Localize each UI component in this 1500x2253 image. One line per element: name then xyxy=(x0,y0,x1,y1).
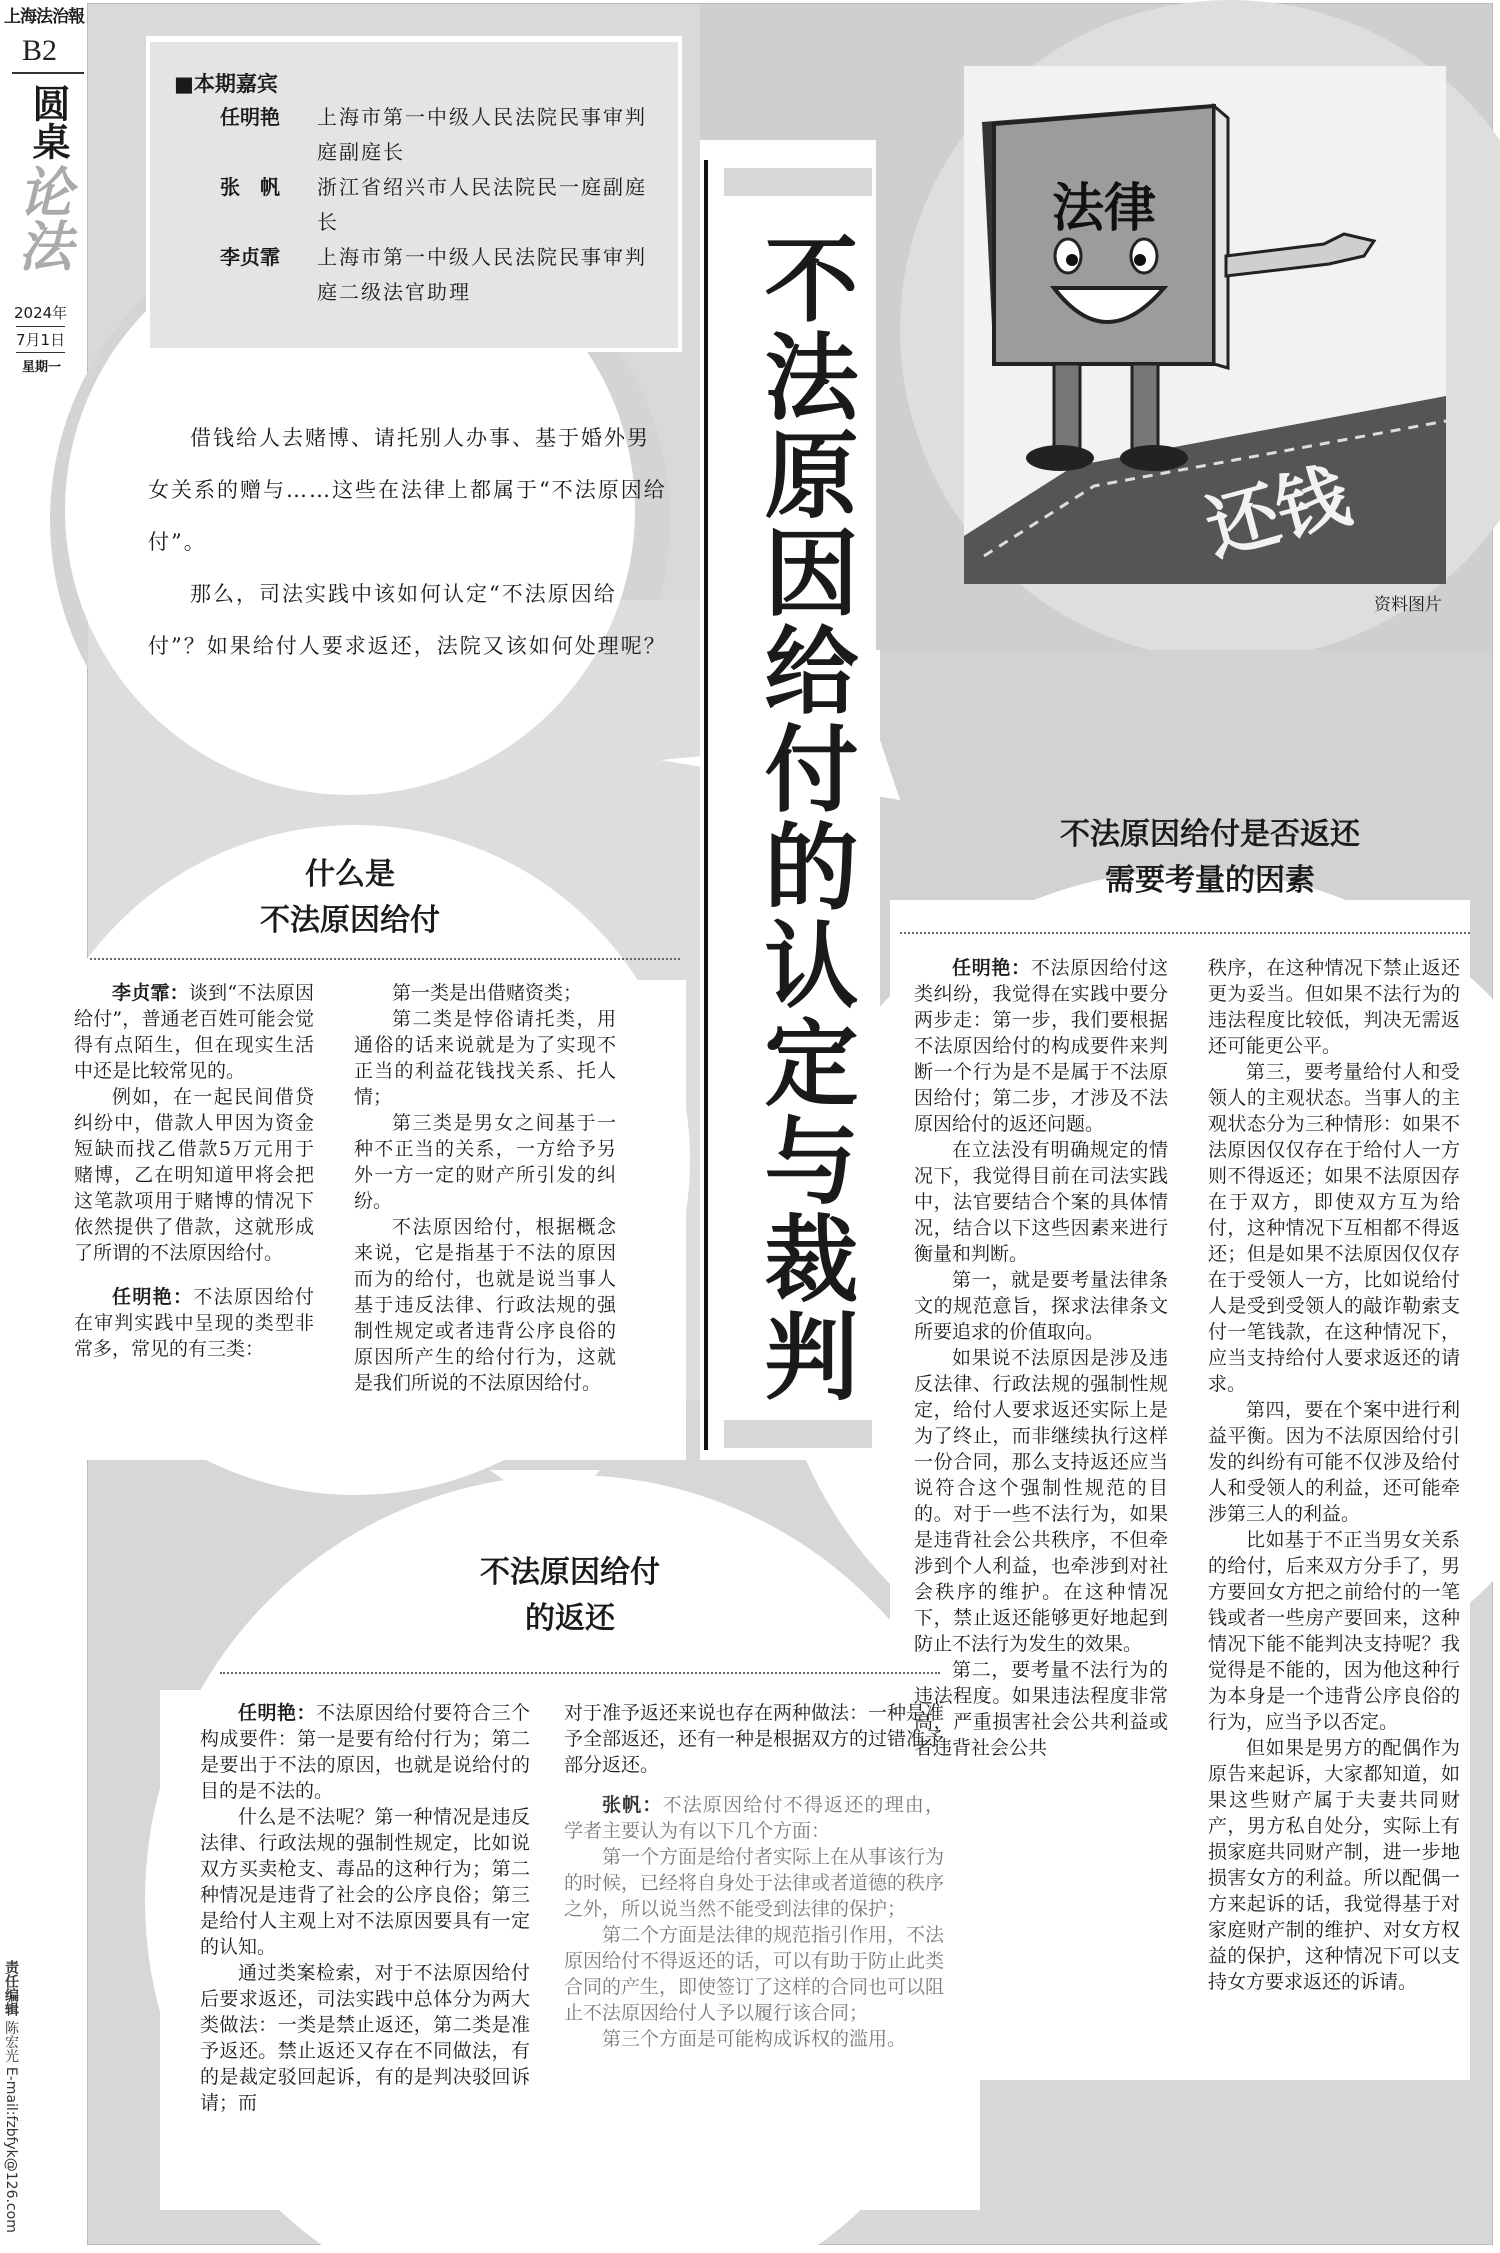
date-year: 2024年 xyxy=(14,304,68,322)
paragraph: 第二个方面是法律的规范指引作用，不法原因给付不得返还的话，可以有助于防止此类合同的产生，即使签订了这样的合同也可以阻止不法原因给付人予以履行该合同； xyxy=(564,1924,945,2024)
editor-label: 责任编辑 xyxy=(3,1960,19,2016)
paragraph-text: 不法原因给付不得返还的理由，学者主要认为有以下几个方面： xyxy=(564,1794,944,1842)
section1-col2 xyxy=(354,980,616,1396)
paragraph: 第二类是悖俗请托类，用通俗的话来说就是为了实现不正当的利益花钱找关系、托人情； xyxy=(354,1008,616,1108)
editor-name: 陈宏光 xyxy=(3,2020,19,2063)
paragraph xyxy=(200,1700,530,1804)
section3-divider xyxy=(900,932,1470,934)
paragraph xyxy=(74,1284,314,1362)
speaker: 任明艳： xyxy=(112,1286,194,1308)
title-bar-bottom xyxy=(724,1420,872,1448)
paragraph: 第三个方面是可能构成诉权的滥用。 xyxy=(602,2028,907,2050)
section3-title-line2: 需要考量的因素 xyxy=(1105,863,1315,898)
masthead-divider xyxy=(12,72,84,74)
section2-heading xyxy=(400,1550,740,1642)
road-label: 还钱 xyxy=(1197,452,1358,572)
guest-name: 任明艳 xyxy=(220,105,280,129)
intro-paragraph: 借钱给人去赌博、请托别人办事、基于婚外男女关系的赠与……这些在法律上都属于“不法原因给付”。 xyxy=(148,426,667,554)
paragraph: 第二，要考量不法行为的违法程度。如果违法程度非常高，严重损害社会公共利益或者违背社会公共 xyxy=(914,1659,1168,1759)
guest-heading: ■本期嘉宾 xyxy=(174,72,278,96)
paragraph: 在立法没有明确规定的情况下，我觉得目前在司法实践中，法官要结合个案的具体情况，结合以下这些因素来进行衡量和判断。 xyxy=(914,1139,1168,1265)
paragraph: 如果说不法原因是涉及违反法律、行政法规的强制性规定，给付人要求返还实际上是为了终止，而非继续执行这样一份合同，那么支持返还应当说符合这个强制性规范的目的。对于一些不法行为，如果是违背社会公共秩序，不但牵涉到个人利益，也牵涉到对社会秩序的维护。在这种情况下，禁止返还能够更好地起到防止不法行为发生的效果。 xyxy=(914,1347,1168,1655)
paragraph: 第一，就是要考量法律条文的规范意旨，探求法律条文所要追求的价值取向。 xyxy=(914,1269,1168,1343)
paragraph: 第三类是男女之间基于一种不正当的关系，一方给予另外一方一定的财产所引发的纠纷。 xyxy=(354,1112,616,1212)
section2-col2 xyxy=(564,1700,944,2052)
paragraph: 什么是不法呢？第一种情况是违反法律、行政法规的强制性规定，比如说双方买卖枪支、毒品的这种行为；第二种情况是违背了社会的公序良俗；第三是给付人主观上对不法原因要具有一定的认知。 xyxy=(200,1806,530,1958)
section1-heading xyxy=(180,852,520,944)
paragraph: 不法原因给付，根据概念来说，它是指基于不法的原因而为的给付，也就是说当事人基于违反法律、行政法规的强制性规定或者违背公序良俗的原因所产生的给付行为，这就是我们所说的不法原因给付。 xyxy=(354,1216,616,1394)
editor-credit xyxy=(2,1960,20,2233)
paragraph xyxy=(74,1084,314,1266)
illustration xyxy=(964,66,1446,584)
section2-col1 xyxy=(200,1700,530,2116)
column-name-2: 论法 xyxy=(10,164,74,272)
paragraph xyxy=(564,1792,944,1844)
paragraph: 第三，要考量给付人和受领人的主观状态。当事人的主观状态分为三种情形：如果不法原因仅仅存在于给付人一方则不得返还；如果不法原因存在于双方，即使双方互为给付，这种情况下互相都不得返还；但是如果不法原因仅仅存在于受领人一方，比如说给付人是受到受领人的敲诈勒索支付一笔钱款，在这种情况下，应当支持给付人要求返还的请求。 xyxy=(1208,1061,1460,1395)
section3-title-line1: 不法原因给付是否返还 xyxy=(1060,817,1360,852)
guest-title-text: 浙江省绍兴市人民法院民一庭副庭长 xyxy=(317,175,647,234)
paragraph: 第四，要在个案中进行利益平衡。因为不法原因给付引发的纠纷有可能不仅涉及给付人和受领人的利益，还可能牵涉第三人的利益。 xyxy=(1208,1399,1460,1525)
paper-name: 上海法治報 xyxy=(4,7,84,27)
title-column xyxy=(704,160,874,1450)
section3-col2 xyxy=(1208,955,1460,1995)
editor-email: E-mail:fzbfyk@126.com xyxy=(3,2066,19,2233)
paragraph xyxy=(914,955,1168,1137)
paragraph-text: 谈到“不法原因给付”，普通老百姓可能会觉得有点陌生，但在现实生活中还是比较常见的。 xyxy=(74,982,314,1082)
book-pages xyxy=(1214,106,1228,368)
paragraph: 第一类是出借赌资类； xyxy=(392,982,583,1004)
guest-name: 李贞霏 xyxy=(220,245,280,269)
guest-box xyxy=(150,42,678,348)
speaker: 任明艳： xyxy=(238,1702,316,1724)
section1-title-line2: 不法原因给付 xyxy=(260,903,440,938)
paragraph: 通过类案检索，对于不法原因给付后要求返还，司法实践中总体分为两大类做法：一类是禁止返还，第二类是准予返还。禁止返还又存在不同做法，有的是裁定驳回起诉，有的是判决驳回诉请；而 xyxy=(200,1962,530,2114)
speaker: 张帆： xyxy=(602,1794,663,1816)
section1-col1 xyxy=(74,980,314,1362)
paragraph-text: 不法原因给付要符合三个构成要件：第一是要有给付行为；第二是要出于不法的原因，也就是说给付的目的是不法的。 xyxy=(200,1702,530,1802)
date-month-day: 7月1日 xyxy=(16,326,65,353)
paragraph-text: 不法原因给付在审判实践中呈现的类型非常多，常见的有三类： xyxy=(74,1286,314,1360)
section2-title-line2: 的返还 xyxy=(525,1601,615,1636)
guest-title-text: 上海市第一中级人民法院民事审判庭副庭长 xyxy=(317,105,647,164)
intro-paragraph: 那么，司法实践中该如何认定“不法原因给付”？如果给付人要求返还，法院又该如何处理呢？ xyxy=(148,582,667,658)
illustration-svg xyxy=(964,66,1446,584)
page-number: B2 xyxy=(22,34,58,67)
section1-title-line1: 什么是 xyxy=(305,857,395,892)
paragraph xyxy=(74,980,314,1084)
paragraph: 但如果是男方的配偶作为原告来起诉，大家都知道，如果这些财产属于夫妻共同财产，男方私自处分，实际上有损家庭共同财产制，进一步地损害女方的利益。所以配偶一方来起诉的话，我觉得基于对家庭财产制的维护、对女方权益的保护，这种情况下可以支持女方要求返还的诉请。 xyxy=(1208,1737,1460,1993)
paragraph: 对于准予返还来说也存在两种做法：一种是准予全部返还，还有一种是根据双方的过错准予部分返还。 xyxy=(564,1702,945,1776)
section3-col1 xyxy=(914,955,1168,1761)
guest-name: 张 帆 xyxy=(220,175,280,199)
paragraph: 比如基于不正当男女关系的给付，后来双方分手了，男方要回女方把之前给付的一笔钱或者一些房产要回来，这种情况下能不能判决支持呢？我觉得是不能的，因为他这种行为本身是一个违背公序良俗的行为，应当予以否定。 xyxy=(1208,1529,1460,1733)
image-caption: 资料图片 xyxy=(1374,595,1442,615)
speaker: 任明艳： xyxy=(952,957,1031,979)
date-weekday: 星期一 xyxy=(22,360,62,375)
speaker: 李贞霏： xyxy=(112,982,189,1004)
section2-title-line1: 不法原因给付 xyxy=(480,1555,660,1590)
main-title: 不法原因给付的认定与裁判 xyxy=(748,230,858,1406)
paragraph: 秩序，在这种情况下禁止返还更为妥当。但如果不法行为的违法程度比较低，判决无需返还可能更公平。 xyxy=(1208,957,1460,1057)
column-name-1: 圆桌 xyxy=(26,84,71,160)
paragraph: 第一个方面是给付者实际上在从事该行为的时候，已经将自身处于法律或者道德的秩序之外，所以说当然不能受到法律的保护； xyxy=(564,1846,945,1920)
guest-title-text: 上海市第一中级人民法院民事审判庭二级法官助理 xyxy=(317,245,647,304)
section1-divider xyxy=(90,958,680,960)
paragraph-text: 例如，在一起民间借贷纠纷中，借款人甲因为资金短缺而找乙借款5万元用于赌博，乙在明知道甲将会把这笔款项用于赌博的情况下依然提供了借款，这就形成了所谓的不法原因给付。 xyxy=(74,1086,314,1264)
section2-divider xyxy=(220,1672,940,1674)
section3-heading xyxy=(990,812,1430,904)
paragraph-text: 不法原因给付这类纠纷，我觉得在实践中要分两步走：第一步，我们要根据不法原因给付的构成要件来判断一个行为是不是属于不法原因给付；第二步，才涉及不法原因给付的返还问题。 xyxy=(914,957,1168,1135)
title-bar-top xyxy=(724,168,872,196)
intro-text xyxy=(148,412,668,672)
book-label: 法律 xyxy=(1051,179,1157,239)
title-rule xyxy=(704,160,708,1450)
